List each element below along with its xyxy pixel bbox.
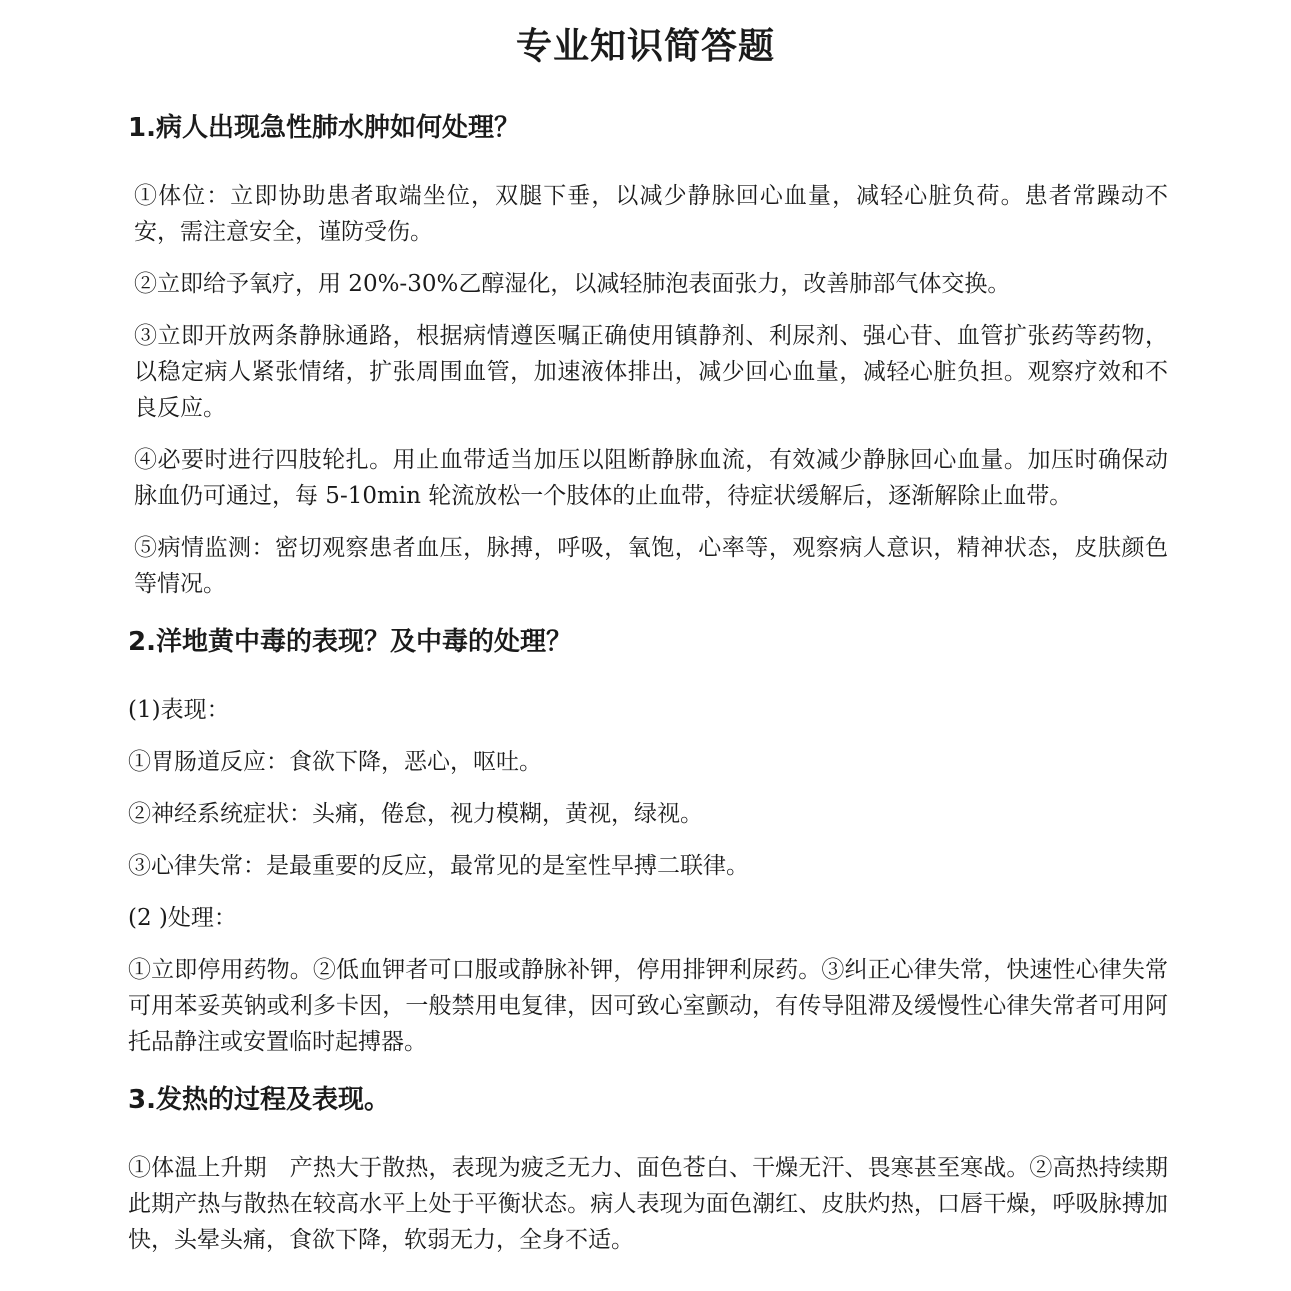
document-content [128, 106, 1191, 1276]
page-title: 专业知识简答题 [515, 26, 775, 67]
answer-paragraph: ⑤病情监测：密切观察患者血压，脉搏，呼吸，氧饱，心率等，观察病人意识，精神状态，皮肤颜色等情况。 [134, 535, 1168, 597]
question-title: 1.病人出现急性肺水肿如何处理？ [128, 113, 520, 143]
sub-heading: (2 )处理： [128, 905, 237, 931]
answer-paragraph: ④必要时进行四肢轮扎。用止血带适当加压以阻断静脉血流，有效减少静脉回心血量。加压时确保动脉血仍可通过，每 5-10min 轮流放松一个肢体的止血带，待症状缓解后，逐渐解除止血带。 [134, 447, 1168, 509]
question-title: 3.发热的过程及表现。 [128, 1085, 390, 1115]
answer-paragraph: ③立即开放两条静脉通路，根据病情遵医嘱正确使用镇静剂、利尿剂、强心苷、血管扩张药等药物，以稳定病人紧张情绪，扩张周围血管，加速液体排出，减少回心血量，减轻心脏负担。观察疗效和不良反应。 [134, 323, 1168, 421]
answer-paragraph: ①立即停用药物。②低血钾者可口服或静脉补钾，停用排钾利尿药。③纠正心律失常，快速性心律失常可用苯妥英钠或利多卡因，一般禁用电复律，因可致心室颤动，有传导阻滞及缓慢性心律失常者可用阿托品静注或安置临时起搏器。 [128, 957, 1168, 1055]
question-title: 2.洋地黄中毒的表现？及中毒的处理？ [128, 627, 572, 657]
question-1 [128, 106, 1168, 602]
sub-heading: (1)表现： [128, 697, 230, 723]
answer-paragraph: ①体温上升期 产热大于散热，表现为疲乏无力、面色苍白、干燥无汗、畏寒甚至寒战。②高热持续期 此期产热与散热在较高水平上处于平衡状态。病人表现为面色潮红、皮肤灼热，口唇干燥，呼吸脉搏加快，头晕头痛，食欲下降，软弱无力，全身不适。 [128, 1155, 1191, 1253]
question-3 [128, 1078, 1191, 1258]
answer-paragraph: ①体位：立即协助患者取端坐位，双腿下垂，以减少静脉回心血量，减轻心脏负荷。患者常躁动不安，需注意安全，谨防受伤。 [134, 183, 1168, 245]
question-2 [128, 620, 1168, 1060]
answer-paragraph: ②神经系统症状：头痛，倦怠，视力模糊，黄视，绿视。 [128, 801, 703, 827]
answer-paragraph: ②立即给予氧疗，用 20%-30%乙醇湿化，以减轻肺泡表面张力，改善肺部气体交换。 [134, 271, 1011, 297]
answer-paragraph: ①胃肠道反应：食欲下降，恶心，呕吐。 [128, 749, 542, 775]
answer-paragraph: ③心律失常：是最重要的反应，最常见的是室性早搏二联律。 [128, 853, 749, 879]
